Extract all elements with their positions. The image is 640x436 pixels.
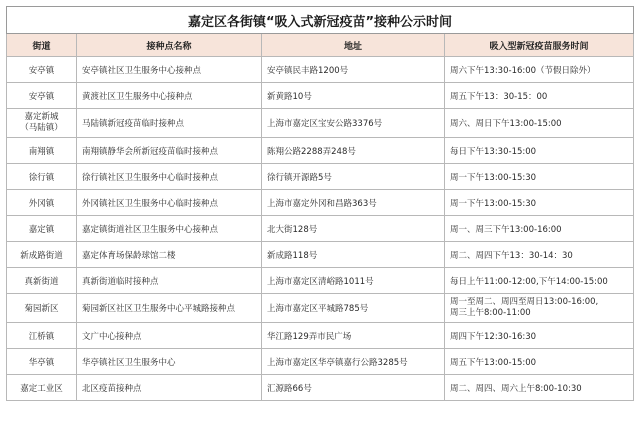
hours-cell: 周一下午13:00-15:30 <box>445 190 634 216</box>
address-cell: 新成路118号 <box>262 242 445 268</box>
table-row <box>7 242 634 268</box>
hours-cell: 周六、周日下午13:00-15:00 <box>445 109 634 138</box>
street-cell: 菊园新区 <box>7 294 77 323</box>
site-cell: 马陆镇新冠疫苗临时接种点 <box>77 109 262 138</box>
site-cell: 南翔镇静华会所新冠疫苗临时接种点 <box>77 138 262 164</box>
table-row <box>7 323 634 349</box>
address-cell: 陈翔公路2288弄248号 <box>262 138 445 164</box>
site-cell: 北区疫苗接种点 <box>77 375 262 401</box>
table-row <box>7 268 634 294</box>
hours-cell: 周二、周四、周六上午8:00-10:30 <box>445 375 634 401</box>
table-row <box>7 164 634 190</box>
hours-cell: 周六下午13:30-16:00（节假日除外） <box>445 57 634 83</box>
address-cell: 汇源路66号 <box>262 375 445 401</box>
street-cell <box>7 109 77 138</box>
vaccination-schedule-sheet <box>6 6 633 428</box>
hours-cell: 周一下午13:00-15:30 <box>445 164 634 190</box>
address-cell: 上海市嘉定区平城路785号 <box>262 294 445 323</box>
site-cell: 嘉定镇街道社区卫生服务中心接种点 <box>77 216 262 242</box>
header-hours: 吸入型新冠疫苗服务时间 <box>445 34 634 57</box>
street-line: 嘉定新城 <box>24 112 59 123</box>
header-address: 地址 <box>262 34 445 57</box>
header-row <box>7 34 634 57</box>
address-cell: 新黄路10号 <box>262 83 445 109</box>
address-cell: 安亭镇民丰路1200号 <box>262 57 445 83</box>
table-row <box>7 109 634 138</box>
site-cell: 外冈镇社区卫生服务中心临时接种点 <box>77 190 262 216</box>
address-cell: 上海市嘉定区宝安公路3376号 <box>262 109 445 138</box>
hours-cell: 周五下午13：30-15：00 <box>445 83 634 109</box>
table-row <box>7 349 634 375</box>
site-cell: 徐行镇社区卫生服务中心临时接种点 <box>77 164 262 190</box>
street-line-sub: （马陆镇） <box>20 123 63 133</box>
street-cell: 嘉定镇 <box>7 216 77 242</box>
site-cell: 华亭镇社区卫生服务中心 <box>77 349 262 375</box>
hours-line: 周一至周二、周四至周日13:00-16:00, <box>450 297 599 308</box>
site-cell: 安亭镇社区卫生服务中心接种点 <box>77 57 262 83</box>
table-row <box>7 375 634 401</box>
schedule-table <box>6 6 634 401</box>
street-cell: 徐行镇 <box>7 164 77 190</box>
hours-line-sub: 周三上午8:00-11:00 <box>450 308 531 318</box>
address-cell: 华江路129弄市民广场 <box>262 323 445 349</box>
street-cell: 华亭镇 <box>7 349 77 375</box>
street-cell: 新成路街道 <box>7 242 77 268</box>
hours-cell: 每日下午13:30-15:00 <box>445 138 634 164</box>
hours-cell: 每日上午11:00-12:00,下午14:00-15:00 <box>445 268 634 294</box>
address-cell: 上海市嘉定外冈和昌路363号 <box>262 190 445 216</box>
hours-cell: 周一、周三下午13:00-16:00 <box>445 216 634 242</box>
title-row <box>7 7 634 34</box>
site-cell: 黄渡社区卫生服务中心接种点 <box>77 83 262 109</box>
address-cell: 上海市嘉定区清峪路1011号 <box>262 268 445 294</box>
header-street: 街道 <box>7 34 77 57</box>
street-cell: 安亭镇 <box>7 57 77 83</box>
hours-cell <box>445 294 634 323</box>
hours-cell: 周四下午12:30-16:30 <box>445 323 634 349</box>
site-cell: 真新街道临时接种点 <box>77 268 262 294</box>
table-row <box>7 138 634 164</box>
street-cell: 江桥镇 <box>7 323 77 349</box>
site-cell: 菊园新区社区卫生服务中心平城路接种点 <box>77 294 262 323</box>
address-cell: 北大街128号 <box>262 216 445 242</box>
table-row <box>7 216 634 242</box>
site-cell: 文广中心接种点 <box>77 323 262 349</box>
header-site: 接种点名称 <box>77 34 262 57</box>
street-cell: 嘉定工业区 <box>7 375 77 401</box>
hours-cell: 周二、周四下午13：30-14：30 <box>445 242 634 268</box>
street-cell: 南翔镇 <box>7 138 77 164</box>
street-cell: 真新街道 <box>7 268 77 294</box>
street-cell: 安亭镇 <box>7 83 77 109</box>
table-row <box>7 294 634 323</box>
table-title: 嘉定区各街镇“吸入式新冠疫苗”接种公示时间 <box>7 7 634 34</box>
table-row <box>7 83 634 109</box>
address-cell: 上海市嘉定区华亭镇嘉行公路3285号 <box>262 349 445 375</box>
address-cell: 徐行镇开源路5号 <box>262 164 445 190</box>
street-cell: 外冈镇 <box>7 190 77 216</box>
site-cell: 嘉定体育场保龄球馆二楼 <box>77 242 262 268</box>
table-row <box>7 190 634 216</box>
table-row <box>7 57 634 83</box>
hours-cell: 周五下午13:00-15:00 <box>445 349 634 375</box>
